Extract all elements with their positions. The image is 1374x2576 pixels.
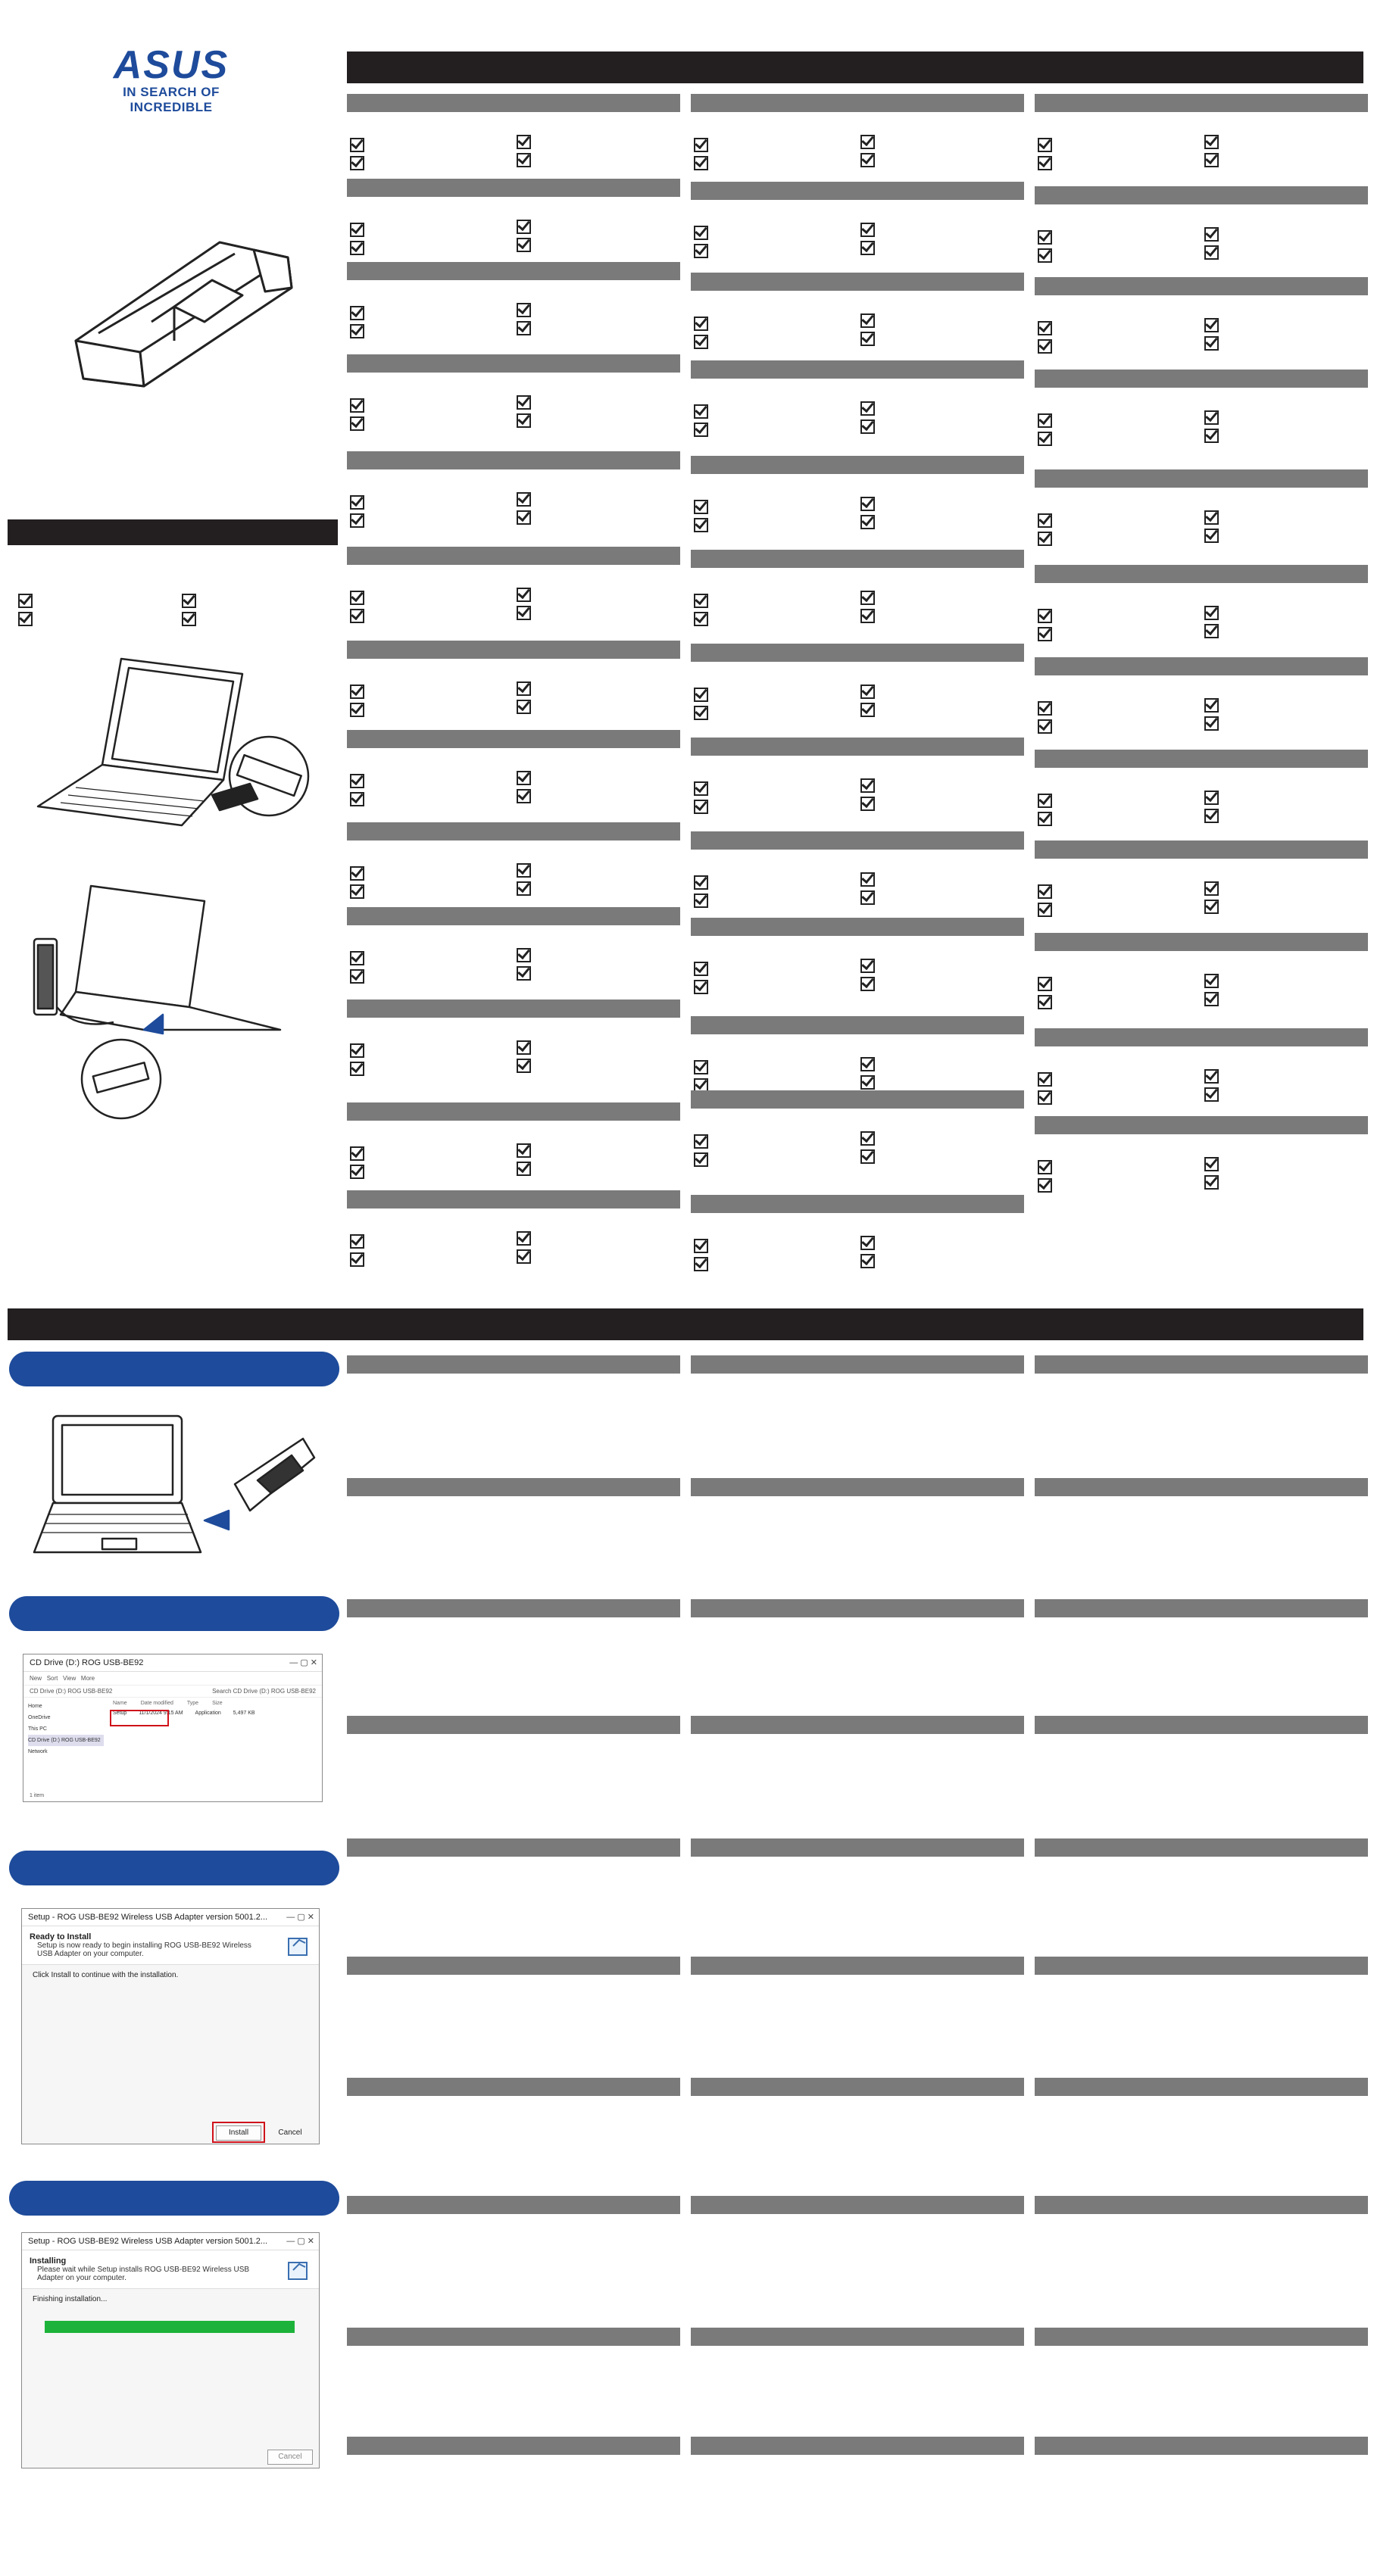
checkbox-icon — [1204, 135, 1219, 149]
checkbox-icon — [350, 398, 364, 413]
checkbox-icon — [860, 313, 875, 328]
checkbox-icon — [694, 875, 708, 890]
ready-header — [22, 1926, 319, 1965]
laptop-adapter-illustration — [30, 1408, 318, 1567]
checkbox-icon — [350, 1043, 364, 1058]
checkbox-icon — [860, 1075, 875, 1090]
checkbox-icon — [1204, 716, 1219, 731]
language-section-bar — [1035, 933, 1368, 951]
setup-installing-window — [21, 2232, 320, 2468]
checkbox-icon — [1204, 698, 1219, 713]
checkbox-icon — [694, 706, 708, 720]
checkbox-icon — [1038, 513, 1052, 528]
quick-start-section-bar — [347, 1957, 680, 1975]
checkbox-icon — [694, 1257, 708, 1271]
language-section-bar — [347, 451, 680, 469]
checkbox-icon — [1204, 1069, 1219, 1084]
checkbox-icon — [694, 317, 708, 331]
checkbox-icon — [1038, 321, 1052, 335]
checkbox-icon — [860, 591, 875, 605]
checkbox-icon — [694, 962, 708, 976]
nav-item[interactable]: CD Drive (D:) ROG USB-BE92 — [28, 1735, 104, 1746]
language-section-bar — [1035, 750, 1368, 768]
language-section-bar — [347, 354, 680, 373]
installing-heading: Installing — [30, 2256, 67, 2266]
window-controls: — ▢ ✕ — [286, 1913, 314, 1922]
checkbox-icon — [350, 1165, 364, 1179]
checkbox-icon — [1038, 248, 1052, 263]
checkbox-icon — [517, 1143, 531, 1158]
checkbox-icon — [1204, 318, 1219, 332]
checkbox-icon — [694, 594, 708, 608]
checkbox-icon — [350, 774, 364, 788]
checkbox-icon — [517, 588, 531, 602]
checkbox-icon — [694, 404, 708, 419]
language-header-bar — [347, 51, 1363, 83]
nav-item[interactable]: OneDrive — [28, 1715, 51, 1720]
checkbox-icon — [860, 1131, 875, 1146]
checkbox-icon — [1204, 1175, 1219, 1190]
checkbox-icon — [860, 872, 875, 887]
checkbox-icon — [18, 612, 33, 626]
checkbox-icon — [1038, 627, 1052, 641]
quick-start-section-bar — [691, 1716, 1024, 1734]
col-name: Name — [113, 1701, 127, 1706]
toolbar-new[interactable]: New — [30, 1675, 42, 1682]
checkbox-icon — [517, 238, 531, 252]
checkbox-icon — [1204, 336, 1219, 351]
checkbox-icon — [517, 303, 531, 317]
checkbox-icon — [1204, 791, 1219, 805]
checkbox-icon — [694, 1060, 708, 1074]
checkbox-icon — [517, 771, 531, 785]
ready-body: Click Install to continue with the installation. — [33, 1971, 179, 1979]
explorer-body — [23, 1698, 322, 1760]
cancel-button[interactable]: Cancel — [278, 2128, 302, 2137]
checkbox-icon — [182, 612, 196, 626]
checkbox-icon — [517, 948, 531, 962]
checkbox-icon — [1204, 624, 1219, 638]
quick-start-section-bar — [347, 1599, 680, 1617]
ready-heading: Ready to Install — [30, 1932, 92, 1941]
file-size: 5,497 KB — [233, 1711, 255, 1716]
language-section-bar — [1035, 1116, 1368, 1134]
language-section-bar — [1035, 565, 1368, 583]
checkbox-icon — [1038, 719, 1052, 734]
checkbox-icon — [860, 609, 875, 623]
checkbox-icon — [517, 863, 531, 878]
language-section-bar — [691, 94, 1024, 112]
language-section-bar — [691, 456, 1024, 474]
installing-header — [22, 2250, 319, 2289]
language-section-bar — [347, 907, 680, 925]
ready-subtext: Setup is now ready to begin installing ROG USB-BE92 Wireless USB Adapter on your computer. — [37, 1941, 251, 1958]
checkbox-icon — [1204, 1157, 1219, 1171]
checkbox-icon — [517, 413, 531, 428]
laptop-cradle-illustration — [30, 878, 288, 1121]
quick-start-section-bar — [1035, 1599, 1368, 1617]
checkbox-icon — [350, 685, 364, 699]
status-bar: 1 item — [30, 1793, 45, 1798]
checkbox-icon — [1204, 153, 1219, 167]
checkbox-icon — [1204, 992, 1219, 1006]
checkbox-icon — [860, 685, 875, 699]
brand-block — [103, 45, 239, 115]
nav-item[interactable]: Home — [28, 1704, 42, 1709]
nav-pane — [23, 1698, 108, 1760]
checkbox-icon — [517, 1162, 531, 1176]
quick-start-section-bar — [347, 2196, 680, 2214]
language-section-bar — [347, 1190, 680, 1208]
checkbox-icon — [18, 594, 33, 608]
asus-logo: ASUS — [113, 43, 230, 87]
quick-start-section-bar — [347, 1716, 680, 1734]
checkbox-icon — [517, 966, 531, 981]
quick-start-section-bar — [1035, 1478, 1368, 1496]
checkbox-icon — [517, 492, 531, 507]
checkbox-icon — [860, 890, 875, 905]
checkbox-icon — [694, 893, 708, 908]
checkbox-icon — [694, 226, 708, 240]
installing-body: Finishing installation... — [33, 2295, 108, 2303]
quick-start-section-bar — [691, 2437, 1024, 2455]
quick-start-section-bar — [347, 1838, 680, 1857]
window-controls: — ▢ ✕ — [289, 1658, 317, 1667]
quick-start-section-bar — [347, 2328, 680, 2346]
checkbox-icon — [517, 220, 531, 234]
checkbox-icon — [1204, 881, 1219, 896]
checkbox-icon — [350, 223, 364, 237]
quick-start-section-bar — [1035, 1355, 1368, 1374]
language-section-bar — [691, 273, 1024, 291]
setup-box-icon — [286, 1932, 311, 1958]
quick-start-section-bar — [347, 1478, 680, 1496]
laptop-usb-illustration — [30, 651, 311, 833]
checkbox-icon — [350, 1234, 364, 1249]
checkbox-icon — [517, 1249, 531, 1264]
quick-start-section-bar — [691, 1599, 1024, 1617]
language-section-bar — [1035, 186, 1368, 204]
checkbox-icon — [517, 881, 531, 896]
checkbox-icon — [517, 606, 531, 620]
checkbox-icon — [860, 223, 875, 237]
language-section-bar — [1035, 840, 1368, 859]
checkbox-icon — [694, 518, 708, 532]
checkbox-icon — [694, 688, 708, 702]
checkbox-icon — [350, 306, 364, 320]
nav-item[interactable]: This PC — [28, 1726, 47, 1732]
checkbox-icon — [694, 335, 708, 349]
language-section-bar — [347, 179, 680, 197]
checkbox-icon — [350, 1252, 364, 1267]
language-section-bar — [691, 644, 1024, 662]
checkbox-icon — [1038, 138, 1052, 152]
language-section-bar — [691, 360, 1024, 379]
install-highlight — [212, 2122, 265, 2143]
checkbox-icon — [350, 138, 364, 152]
checkbox-icon — [860, 401, 875, 416]
checkbox-icon — [517, 681, 531, 696]
checkbox-icon — [350, 416, 364, 431]
checkbox-icon — [182, 594, 196, 608]
language-section-bar — [691, 1195, 1024, 1213]
checkbox-icon — [350, 884, 364, 899]
ready-title — [22, 1909, 319, 1926]
quick-start-section-bar — [1035, 1716, 1368, 1734]
explorer-toolbar — [23, 1672, 322, 1686]
checkbox-icon — [350, 969, 364, 984]
language-section-bar — [1035, 370, 1368, 388]
checkbox-icon — [1038, 532, 1052, 546]
checkbox-icon — [1038, 977, 1052, 991]
checkbox-icon — [694, 500, 708, 514]
checkbox-icon — [1204, 410, 1219, 425]
installing-title — [22, 2233, 319, 2250]
checkbox-icon — [860, 1057, 875, 1071]
checkbox-icon — [1038, 1072, 1052, 1087]
package-contents-bar — [8, 519, 338, 545]
checkbox-icon — [350, 1062, 364, 1076]
checkbox-icon — [694, 244, 708, 258]
checkbox-icon — [1204, 245, 1219, 260]
usb-adapter-illustration — [61, 189, 311, 416]
quick-start-section-bar — [1035, 1957, 1368, 1975]
checkbox-icon — [1038, 1178, 1052, 1193]
checkbox-icon — [1038, 609, 1052, 623]
language-section-bar — [347, 822, 680, 840]
language-section-bar — [347, 262, 680, 280]
checkbox-icon — [860, 959, 875, 973]
language-section-bar — [691, 918, 1024, 936]
checkbox-icon — [1038, 1160, 1052, 1174]
checkbox-icon — [350, 324, 364, 338]
checkbox-icon — [1204, 974, 1219, 988]
step-4-pill — [9, 2181, 339, 2216]
checkbox-icon — [517, 1059, 531, 1073]
address-bar-row — [23, 1686, 322, 1698]
checkbox-icon — [860, 419, 875, 434]
install-button[interactable]: Install — [216, 2125, 261, 2141]
file-explorer-window — [23, 1654, 323, 1802]
language-section-bar — [347, 1000, 680, 1018]
checkbox-icon — [1204, 227, 1219, 242]
file-name[interactable]: Setup — [113, 1711, 127, 1716]
checkbox-icon — [1204, 606, 1219, 620]
file-list — [108, 1698, 322, 1760]
file-date: 11/1/2024 9:15 AM — [139, 1711, 183, 1716]
step-1-pill — [9, 1352, 339, 1386]
checkbox-icon — [350, 792, 364, 806]
checkbox-icon — [860, 1149, 875, 1164]
checkbox-icon — [694, 1134, 708, 1149]
installing-title-text: Setup - ROG USB-BE92 Wireless USB Adapter version 5001.2... — [28, 2237, 268, 2246]
checkbox-icon — [350, 495, 364, 510]
checkbox-icon — [1038, 230, 1052, 245]
toolbar-view[interactable]: View — [63, 1675, 77, 1682]
install-progress-fill — [45, 2321, 295, 2333]
checkbox-icon — [1038, 995, 1052, 1009]
installing-subtext: Please wait while Setup installs ROG USB-BE92 Wireless USB Adapter on your computer. — [37, 2266, 250, 2282]
cancel-button-disabled[interactable]: Cancel — [267, 2450, 313, 2465]
checkbox-icon — [1038, 1090, 1052, 1105]
toolbar-sort[interactable]: Sort — [46, 1675, 58, 1682]
checkbox-icon — [1038, 432, 1052, 446]
quick-start-section-bar — [1035, 2328, 1368, 2346]
explorer-title-text: CD Drive (D:) ROG USB-BE92 — [30, 1658, 144, 1667]
language-section-bar — [347, 547, 680, 565]
checkbox-icon — [1038, 413, 1052, 428]
step-2-pill — [9, 1596, 339, 1631]
checkbox-icon — [1204, 429, 1219, 443]
setup-highlight — [110, 1710, 169, 1726]
checkbox-icon — [1204, 900, 1219, 914]
checkbox-icon — [694, 612, 708, 626]
checkbox-icon — [350, 241, 364, 255]
quick-start-section-bar — [691, 1957, 1024, 1975]
install-progress-track — [45, 2321, 295, 2333]
language-section-bar — [1035, 657, 1368, 675]
checkbox-icon — [860, 1254, 875, 1268]
toolbar-more[interactable]: More — [80, 1675, 95, 1682]
setup-ready-window — [21, 1908, 320, 2144]
checkbox-icon — [517, 321, 531, 335]
checkbox-icon — [350, 591, 364, 605]
nav-item[interactable]: Network — [28, 1749, 48, 1754]
checkbox-icon — [694, 156, 708, 170]
checkbox-icon — [350, 866, 364, 881]
checkbox-icon — [860, 135, 875, 149]
checkbox-icon — [1038, 903, 1052, 917]
checkbox-icon — [350, 609, 364, 623]
checkbox-icon — [350, 156, 364, 170]
checkbox-icon — [1038, 812, 1052, 826]
checkbox-icon — [860, 797, 875, 811]
quick-start-section-bar — [691, 2196, 1024, 2214]
checkbox-icon — [694, 423, 708, 437]
col-date: Date modified — [140, 1701, 173, 1706]
checkbox-icon — [860, 515, 875, 529]
checkbox-icon — [517, 1040, 531, 1055]
checkbox-icon — [860, 332, 875, 346]
language-section-bar — [1035, 94, 1368, 112]
quick-start-section-bar — [691, 1478, 1024, 1496]
quick-start-section-bar — [347, 2437, 680, 2455]
checkbox-icon — [517, 789, 531, 803]
checkbox-icon — [1038, 794, 1052, 808]
checkbox-icon — [1038, 156, 1052, 170]
language-section-bar — [347, 730, 680, 748]
quick-start-section-bar — [347, 1355, 680, 1374]
language-section-bar — [691, 831, 1024, 850]
language-section-bar — [347, 94, 680, 112]
checkbox-icon — [517, 510, 531, 525]
language-section-bar — [1035, 1028, 1368, 1046]
col-type: Type — [186, 1701, 199, 1706]
checkbox-icon — [1204, 529, 1219, 543]
search-box[interactable]: Search CD Drive (D:) ROG USB-BE92 — [212, 1688, 316, 1695]
brand-tagline: IN SEARCH OF INCREDIBLE — [123, 85, 220, 114]
file-type: Application — [195, 1711, 221, 1716]
checkbox-icon — [1204, 510, 1219, 525]
checkbox-icon — [860, 1236, 875, 1250]
checkbox-icon — [517, 153, 531, 167]
ready-title-text: Setup - ROG USB-BE92 Wireless USB Adapter version 5001.2... — [28, 1913, 268, 1922]
quick-start-bar — [8, 1308, 1363, 1340]
quick-start-section-bar — [1035, 2437, 1368, 2455]
col-size: Size — [212, 1701, 223, 1706]
checkbox-icon — [694, 1152, 708, 1167]
quick-start-section-bar — [1035, 1838, 1368, 1857]
language-section-bar — [1035, 277, 1368, 295]
checkbox-icon — [350, 513, 364, 528]
language-section-bar — [347, 1102, 680, 1121]
checkbox-icon — [694, 138, 708, 152]
checkbox-icon — [860, 778, 875, 793]
checkbox-icon — [1204, 809, 1219, 823]
checkbox-icon — [1038, 884, 1052, 899]
checkbox-icon — [350, 951, 364, 965]
language-section-bar — [691, 550, 1024, 568]
quick-start-section-bar — [347, 2078, 680, 2096]
language-section-bar — [691, 738, 1024, 756]
checkbox-icon — [517, 700, 531, 714]
language-section-bar — [1035, 469, 1368, 488]
checkbox-icon — [1204, 1087, 1219, 1102]
quick-start-section-bar — [1035, 2196, 1368, 2214]
window-controls: — ▢ ✕ — [286, 2237, 314, 2246]
checkbox-icon — [860, 153, 875, 167]
quick-start-section-bar — [691, 1355, 1024, 1374]
quick-start-section-bar — [691, 2328, 1024, 2346]
checkbox-icon — [350, 1146, 364, 1161]
language-section-bar — [691, 1090, 1024, 1109]
language-section-bar — [691, 1016, 1024, 1034]
checkbox-icon — [517, 395, 531, 410]
checkbox-icon — [517, 135, 531, 149]
quick-start-section-bar — [691, 1838, 1024, 1857]
checkbox-icon — [694, 1239, 708, 1253]
checkbox-icon — [517, 1231, 531, 1246]
checkbox-icon — [694, 800, 708, 814]
checkbox-icon — [860, 703, 875, 717]
checkbox-icon — [860, 241, 875, 255]
step-3-pill — [9, 1851, 339, 1885]
language-section-bar — [691, 182, 1024, 200]
checkbox-icon — [694, 980, 708, 994]
checkbox-icon — [694, 781, 708, 796]
setup-box-icon — [286, 2256, 311, 2282]
checkbox-icon — [1038, 701, 1052, 716]
checkbox-icon — [350, 703, 364, 717]
address-bar[interactable]: CD Drive (D:) ROG USB-BE92 — [30, 1688, 113, 1695]
checkbox-icon — [1038, 339, 1052, 354]
explorer-title — [23, 1654, 322, 1672]
quick-start-section-bar — [691, 2078, 1024, 2096]
checkbox-icon — [860, 977, 875, 991]
file-list-header — [113, 1701, 317, 1706]
quick-start-section-bar — [1035, 2078, 1368, 2096]
language-section-bar — [347, 641, 680, 659]
checkbox-icon — [860, 497, 875, 511]
